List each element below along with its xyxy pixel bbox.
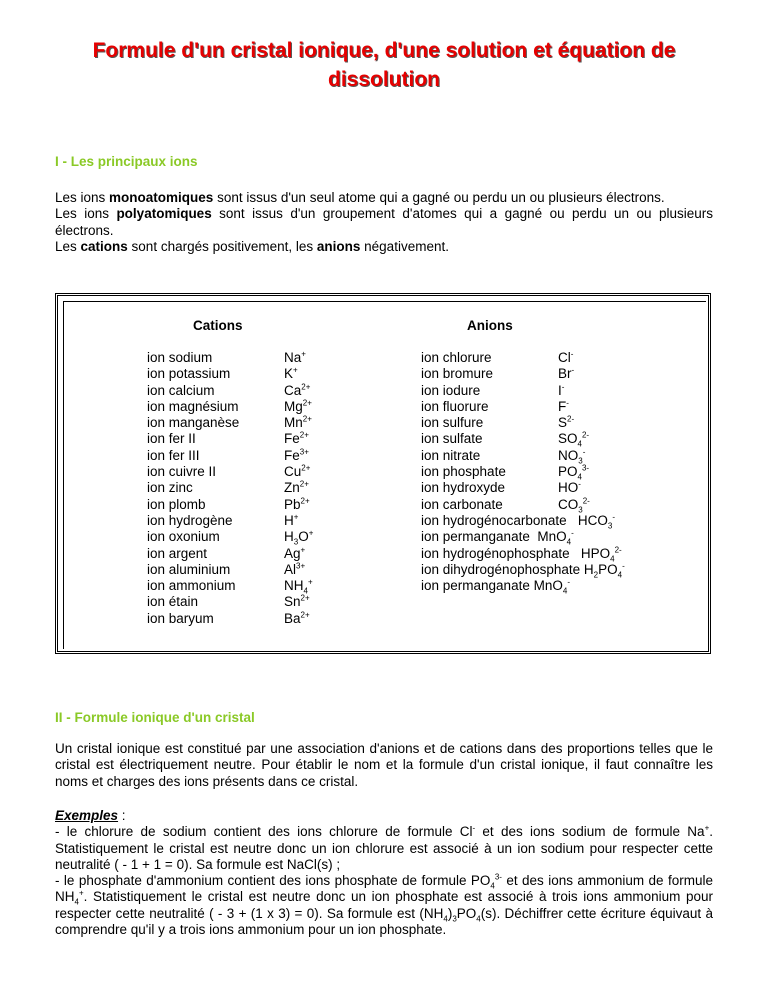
section-1-paragraph: [55, 190, 713, 255]
cation-symbol: [284, 611, 313, 627]
cation-name-list: [147, 350, 239, 627]
ion-formula: Ag+: [284, 545, 306, 561]
anion-name: ion sulfure: [421, 415, 484, 431]
charge: -: [571, 528, 574, 538]
charge: 2-: [614, 545, 622, 555]
charge: -: [567, 577, 570, 587]
cation-symbol: [284, 513, 313, 529]
charge: 2+: [302, 398, 312, 408]
charge: 3-: [581, 463, 590, 473]
charge: 2+: [302, 414, 312, 424]
subscript: 4: [303, 586, 308, 596]
cation-symbol: [284, 415, 313, 431]
anion-name: ion nitrate: [421, 447, 481, 463]
cation-symbol: [284, 497, 313, 513]
section-2-heading: II - Formule ionique d'un cristal: [55, 710, 255, 725]
subscript: 2: [593, 570, 599, 580]
anion-symbol: [558, 448, 590, 464]
ion-formula: MnO$_4$-: [533, 577, 570, 596]
charge: 2+: [299, 430, 309, 440]
subscript: 4: [610, 554, 615, 564]
charge: 3+: [296, 561, 306, 571]
cation-name: ion sodium: [147, 350, 213, 365]
charge: 2+: [300, 610, 310, 620]
cation-name: ion hydrogène: [147, 512, 233, 528]
ion-formula: $S^{2-}$: [558, 414, 575, 431]
anion-name-list: [421, 350, 506, 513]
subscript: 3: [578, 456, 583, 466]
text-run: sont issus d'un groupement d'atomes qui a gagné ou perdu un ou plusieurs électrons.: [55, 206, 713, 238]
charge: 2+: [299, 479, 309, 489]
bold-term: polyatomiques: [116, 206, 212, 222]
cation-name: ion cuivre II: [147, 464, 217, 480]
cation-name: ion oxonium: [147, 529, 220, 545]
anion-symbol: [558, 399, 590, 415]
cation-name: ion calcium: [147, 382, 215, 398]
anion-name: ion iodure: [421, 382, 481, 398]
ion-formula: $Cu^{2+}$: [284, 463, 311, 480]
ion-formula: K+: [284, 365, 298, 382]
text-run: Les ions: [55, 190, 110, 205]
bold-term: cations: [80, 238, 128, 254]
text-run: :: [118, 808, 126, 823]
subscript: 4: [577, 440, 582, 450]
text-run: négativement.: [360, 238, 449, 254]
ion-formula: H+: [284, 512, 299, 528]
subscript: 3: [578, 505, 583, 515]
ion-formula: $Mg^{2+}$: [284, 398, 312, 414]
charge: -: [612, 512, 615, 522]
subscript: 4: [617, 570, 623, 580]
cation-name: ion magnésium: [147, 398, 239, 414]
section-2-intro: Un cristal ionique est constitué par une association d'anions et de cations dans des proportions telles que le cristal est électriquement neutre. Pour établir le nom et la formule d'un cristal ionique, il faut connaître les noms et charges des ions présents dans ce cristal.: [55, 741, 713, 789]
anion-symbol: [558, 415, 590, 431]
charge: -: [578, 479, 581, 489]
charge: -: [570, 349, 574, 359]
cations-header: Cations: [193, 318, 243, 333]
cation-symbol: [284, 350, 313, 366]
text-run: . Statistiquement le cristal est neutre donc un ion chlorure est associé à un ion sodium pour respecter cette neutralité ( - 1 + 1 = 0). Sa formule est NaCl(s) ;: [55, 824, 713, 872]
ion-formula: $Fe^{3+}$: [284, 447, 309, 463]
text-run: Les: [55, 238, 81, 254]
ion-formula: $Fe^{2+}$: [284, 430, 309, 447]
cation-name: ion manganèse: [147, 415, 240, 431]
ion-formula: Cl-: [558, 349, 574, 365]
text-run: sont issus d'un seul atome qui a gagné ou perdu un ou plusieurs électrons.: [213, 190, 665, 205]
cation-symbol: [284, 431, 313, 447]
anion-name: ion hydrogénophosphate: [421, 545, 581, 561]
cation-symbol: [284, 529, 313, 545]
anion-symbol: [558, 464, 590, 480]
charge: +: [307, 577, 313, 587]
anion-symbol: [558, 350, 590, 366]
anion-long-list: [421, 513, 625, 594]
cation-name: ion aluminium: [147, 561, 231, 577]
subscript: 4: [490, 881, 495, 891]
cation-name: ion plomb: [147, 496, 206, 512]
charge: +: [704, 823, 710, 833]
ion-formula: $PO_4^{3-}$: [558, 463, 590, 482]
anions-header: Anions: [467, 318, 513, 333]
anion-name: ion sulfate: [421, 431, 483, 447]
ion-formula: $Zn^{2+}$: [284, 479, 309, 496]
anion-symbol: [558, 480, 590, 496]
charge: -: [622, 561, 625, 571]
charge: -: [571, 365, 575, 375]
subscript: 4: [577, 472, 582, 482]
charge: 2-: [581, 430, 590, 440]
charge: 2+: [300, 593, 310, 603]
ion-formula: Br-: [558, 365, 575, 382]
cation-name: ion potassium: [147, 366, 231, 382]
charge: +: [293, 512, 299, 522]
ion-formula: $Ba^{2+}$: [284, 610, 310, 626]
anion-symbol: [558, 497, 590, 513]
text-run: et des ions ammonium de formule NH: [55, 873, 713, 905]
charge: +: [308, 528, 314, 538]
charge: 2+: [301, 382, 311, 392]
anion-symbol: [558, 366, 590, 382]
ion-formula: $CO_3^{2-}$: [558, 496, 590, 515]
charge: +: [301, 349, 306, 359]
subscript: 4: [566, 537, 572, 547]
subscript: 3: [607, 521, 613, 531]
bold-term: anions: [316, 238, 361, 254]
cation-symbol: [284, 562, 313, 578]
cation-name: ion étain: [147, 594, 199, 610]
title-line-1: Formule d'un cristal ionique, d'une solution et équation de: [92, 39, 676, 62]
cation-symbol-list: [284, 350, 313, 627]
charge: +: [300, 545, 306, 555]
examples-block: [55, 808, 713, 938]
cation-name: ion fer II: [147, 431, 196, 447]
text-run: Les ions: [55, 206, 117, 222]
text-run: PO: [456, 905, 477, 921]
ion-formula: $Pb^{2+}$: [284, 496, 310, 512]
ion-formula: $SO_4^{2-}$: [558, 430, 590, 450]
cation-name: ion ammonium: [147, 578, 236, 594]
examples-label: Exemples: [55, 808, 119, 823]
anion-long-entry: [421, 562, 625, 578]
text-run: - le chlorure de sodium contient des ions chlorure de formule Cl: [55, 824, 473, 840]
cation-symbol: [284, 594, 313, 610]
cation-symbol: [284, 546, 313, 562]
cation-symbol: [284, 448, 313, 464]
ion-formula: $Ca^{2+}$: [284, 382, 311, 398]
anion-long-entry: [421, 578, 625, 594]
charge: 3-: [494, 872, 502, 882]
ion-formula: $NO_3^-$: [558, 447, 586, 466]
subscript: 4: [74, 898, 79, 908]
document-title: [40, 36, 728, 94]
cation-symbol: [284, 464, 313, 480]
charge: +: [293, 365, 298, 375]
subscript: 3: [293, 537, 299, 547]
example-1: [55, 824, 713, 872]
charge: +: [78, 888, 84, 898]
ion-formula: HO-: [558, 479, 581, 496]
anion-name: ion dihydrogénophosphate: [421, 561, 584, 577]
charge: -: [582, 447, 586, 457]
cation-name: ion zinc: [147, 480, 193, 496]
anion-name: ion hydrogénocarbonate: [421, 513, 578, 528]
charge: 2-: [567, 414, 575, 424]
subscript: 4: [562, 586, 568, 596]
text-run: et des ions sodium de formule Na: [475, 824, 705, 840]
text-run: sont chargés positivement, les: [127, 238, 317, 254]
charge: 2+: [300, 496, 310, 506]
subscript: 3: [452, 914, 457, 924]
ion-formula: $H_2PO_4^-$: [583, 561, 625, 580]
cation-name: ion baryum: [147, 610, 214, 626]
charge: 3+: [299, 447, 309, 457]
bold-term: monoatomiques: [109, 190, 214, 205]
anion-name: ion fluorure: [421, 398, 489, 414]
cation-name: ion fer III: [147, 447, 200, 463]
ion-formula: F-: [558, 398, 569, 414]
example-2: [55, 873, 713, 937]
anion-symbol-list: [558, 350, 590, 513]
subscript: 4: [476, 914, 481, 924]
ion-formula: I-: [558, 382, 565, 398]
cation-symbol: [284, 399, 313, 415]
anion-name: ion bromure: [421, 366, 494, 382]
ion-formula: $HPO_4^{2-}$: [580, 545, 622, 564]
anion-symbol: [558, 383, 590, 399]
ion-formula: $NH_4^+$: [284, 577, 313, 596]
ion-formula: $Mn^{2+}$: [284, 414, 312, 431]
anion-name: ion phosphate: [421, 464, 506, 480]
anion-long-entry: [421, 513, 625, 529]
text-run: ): [447, 905, 453, 921]
anion-name: ion hydroxyde: [421, 480, 506, 496]
charge: -: [561, 382, 565, 392]
anion-name: ion permanganate: [421, 578, 534, 594]
anion-name: ion permanganate: [421, 529, 538, 545]
anion-name: ion carbonate: [421, 496, 503, 512]
anion-long-entry: [421, 529, 625, 545]
charge: 2-: [582, 496, 590, 506]
cation-symbol: [284, 383, 313, 399]
cation-symbol: [284, 480, 313, 496]
text-run: (s). Déchiffrer cette écriture équivaut à comprendre qu'il y a trois ions ammonium pour un ion phosphate.: [55, 905, 713, 938]
anion-long-entry: [421, 546, 625, 562]
charge: 2+: [301, 463, 311, 473]
ion-formula: $Sn^{2+}$: [284, 593, 310, 610]
ion-formula: MnO$_4$-: [537, 528, 574, 547]
charge: -: [566, 398, 569, 408]
charge: -: [472, 823, 476, 833]
ion-formula: Na+: [284, 349, 306, 365]
cation-symbol: [284, 366, 313, 382]
text-run: . Statistiquement le cristal est neutre donc un ion phosphate est associé à trois ions ammonium pour respecter cette neutralité ( - 3 + (1 x 3) = 0). Sa formule est (NH: [55, 889, 713, 921]
ion-formula: $H_3O^+$: [284, 528, 314, 547]
cation-symbol: [284, 578, 313, 594]
anion-name: ion chlorure: [421, 350, 492, 365]
title-line-2: dissolution: [328, 68, 440, 91]
subscript: 4: [443, 914, 448, 924]
ion-formula: $Al^{3+}$: [284, 561, 306, 577]
anion-symbol: [558, 430, 590, 450]
section-1-heading: I - Les principaux ions: [55, 154, 198, 169]
text-run: - le phosphate d'ammonium contient des ions phosphate de formule PO: [55, 873, 491, 889]
cation-name: ion argent: [147, 545, 208, 561]
ion-formula: $HCO_3^-$: [577, 512, 615, 531]
